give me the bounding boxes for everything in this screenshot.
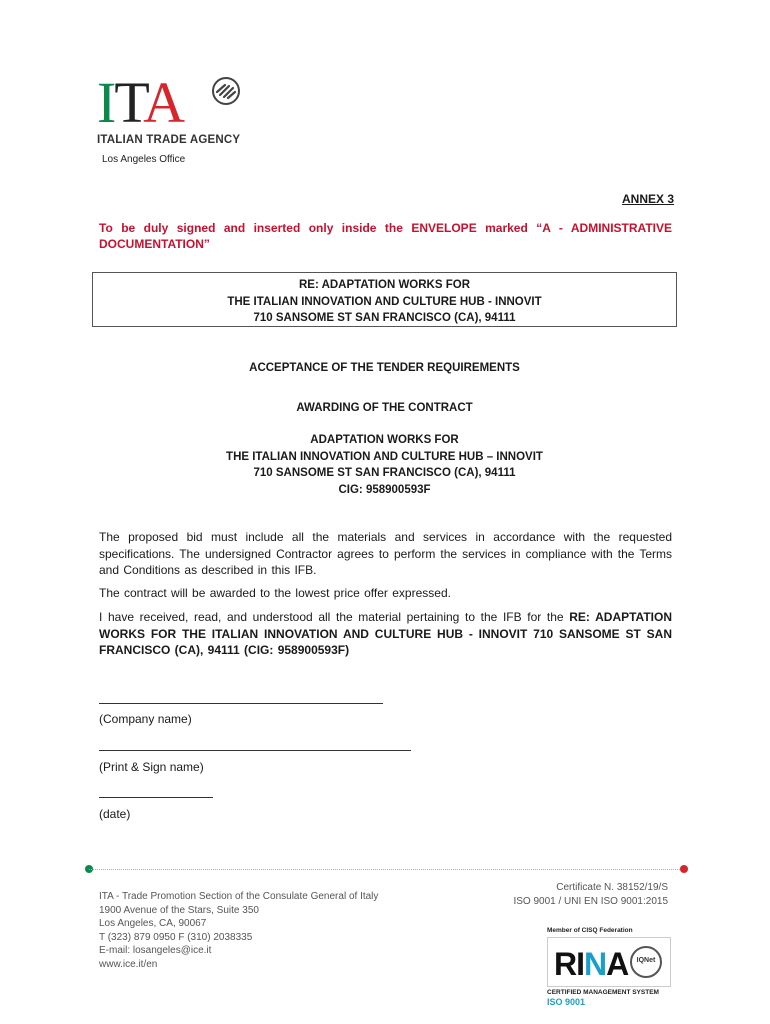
date-line — [99, 797, 213, 798]
annex-label: ANNEX 3 — [621, 192, 674, 206]
logo-letter-i: I — [97, 70, 115, 135]
works-line-3: 710 SANSOME ST SAN FRANCISCO (CA), 94111 — [253, 467, 516, 479]
rina-word-part: N — [584, 946, 607, 982]
rina-certification-logo — [547, 927, 672, 1007]
footer-address — [99, 890, 378, 971]
rina-wordmark — [554, 946, 628, 983]
ack-subject: RE: ADAPTATION WORKS FOR THE ITALIAN INNOVATION AND CULTURE HUB - INNOVIT 710 SANSOME ST SAN FRANCISCO (CA), 94111 (CIG: 958900593F) — [99, 610, 672, 657]
paragraph-bid: The proposed bid must include all the materials and services in accordance with the requested specifications. The undersigned Contractor agrees to perform the services in compliance with the Terms and Conditions as described in this IFB. — [99, 530, 672, 577]
works-line-1: ADAPTATION WORKS FOR — [310, 434, 459, 446]
footer-red-dot — [680, 865, 688, 873]
address-email: E-mail: losangeles@ice.it — [99, 945, 212, 956]
subject-line-1: RE: ADAPTATION WORKS FOR — [299, 279, 470, 291]
works-heading — [92, 432, 677, 498]
iso-standard: ISO 9001 / UNI EN ISO 9001:2015 — [513, 896, 668, 907]
certificate-number: Certificate N. 38152/19/S — [556, 882, 668, 893]
logo-swoosh-icon — [211, 76, 241, 106]
ack-prefix: I have received, read, and understood all the material pertaining to the IFB for the — [99, 610, 570, 624]
address-line: ITA - Trade Promotion Section of the Consulate General of Italy — [99, 891, 379, 902]
subject-box — [92, 272, 677, 327]
rina-word-part: A — [606, 946, 629, 982]
address-line: Los Angeles, CA, 90067 — [99, 918, 207, 929]
iqnet-text: IQNet — [636, 957, 656, 964]
logo-letter-t: T — [114, 70, 144, 135]
subject-line-3: 710 SANSOME ST SAN FRANCISCO (CA), 94111 — [253, 312, 516, 324]
paragraph-acknowledgement — [99, 609, 672, 659]
company-name-label: (Company name) — [99, 712, 192, 726]
works-line-2: THE ITALIAN INNOVATION AND CULTURE HUB – INNOVIT — [226, 450, 543, 463]
subject-line-2: THE ITALIAN INNOVATION AND CULTURE HUB - INNOVIT — [227, 295, 542, 308]
paragraph-award: The contract will be awarded to the lowest price offer expressed. — [99, 586, 451, 600]
cig-code: CIG: 958900593F — [338, 483, 431, 496]
awarding-heading: AWARDING OF THE CONTRACT — [296, 402, 473, 414]
company-name-line — [99, 703, 383, 704]
certification-text — [513, 881, 668, 909]
rina-member-text: Member of CISQ Federation — [547, 927, 633, 934]
rina-logo-box — [547, 937, 671, 987]
office-name: Los Angeles Office — [102, 154, 186, 165]
address-phone: T (323) 879 0950 F (310) 2038335 — [99, 931, 253, 943]
logo-letters — [97, 70, 184, 135]
acceptance-heading: ACCEPTANCE OF THE TENDER REQUIREMENTS — [249, 362, 520, 374]
envelope-instruction: To be duly signed and inserted only inside the ENVELOPE marked “A - ADMINISTRATIVE DOCUMENTATION” — [99, 221, 672, 251]
rina-cms-text: CERTIFIED MANAGEMENT SYSTEM — [547, 989, 659, 996]
address-line: 1900 Avenue of the Stars, Suite 350 — [99, 904, 259, 916]
print-sign-line — [99, 750, 411, 751]
agency-name: ITALIAN TRADE AGENCY — [97, 134, 241, 146]
print-sign-label: (Print & Sign name) — [99, 760, 204, 774]
address-website: www.ice.it/en — [99, 958, 158, 970]
iqnet-seal-icon — [630, 946, 662, 978]
footer-divider — [89, 869, 684, 870]
rina-word-part: RI — [554, 946, 584, 982]
logo-letter-a: A — [143, 70, 184, 135]
date-label: (date) — [99, 807, 131, 821]
rina-iso-text: ISO 9001 — [547, 997, 586, 1007]
